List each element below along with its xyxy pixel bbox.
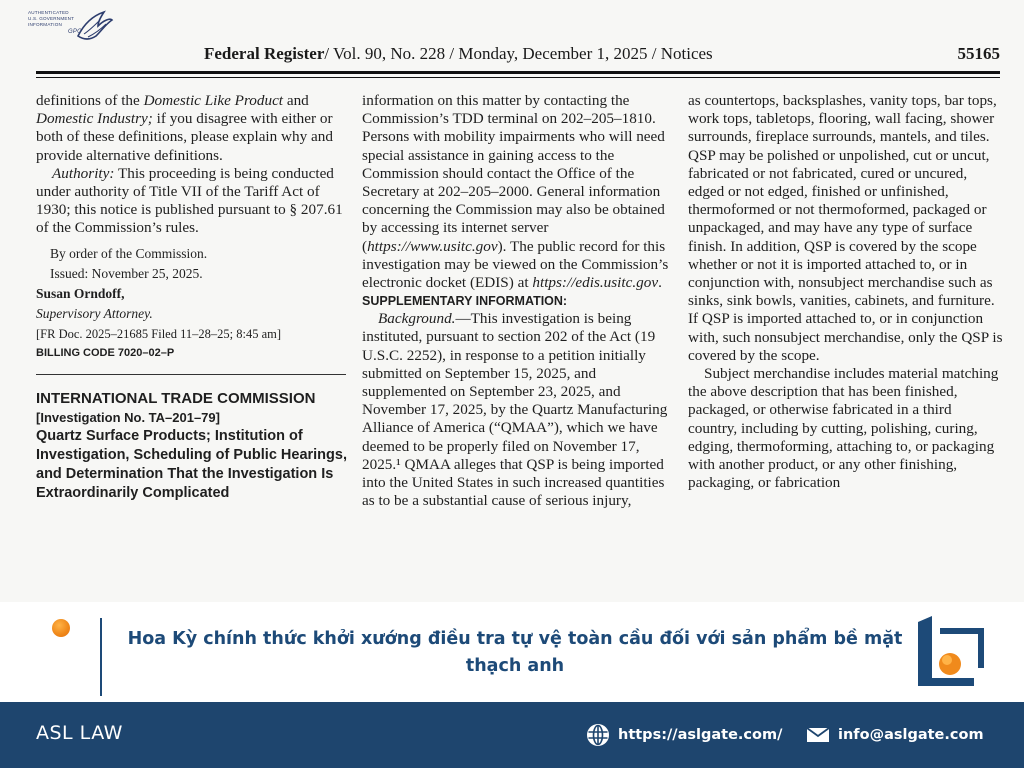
column-1: [36, 92, 352, 503]
agency-name: INTERNATIONAL TRADE COMMISSION: [36, 389, 316, 407]
authority-paragraph: [36, 165, 352, 238]
email-link[interactable]: [806, 722, 984, 748]
fr-doc-line: [FR Doc. 2025–21685 Filed 11–28–25; 8:45 am]: [36, 326, 282, 341]
eagle-icon: [74, 6, 114, 44]
section-divider: [36, 374, 346, 375]
by-order: By order of the Commission.: [50, 245, 208, 261]
authority-label: Authority:: [52, 164, 115, 182]
background-paragraph: [362, 310, 678, 510]
text-run: information on this matter by contacting the Commission’s TDD terminal on 202–205–1810. Persons with mobility impairments who will need special assistance in gaining access to the Commission should contact the Office of the Secretary at 202–205–2000. General information concerning the Commission may also be obtained by accessing its internet server (: [362, 92, 665, 255]
edis-link[interactable]: https://edis.usitc.gov: [532, 274, 659, 292]
accent-divider: [100, 618, 102, 696]
gpo-logo-line: GPO: [68, 29, 82, 35]
signer-title: Supervisory Attorney.: [36, 305, 153, 321]
header-rule-thick: [36, 71, 1000, 74]
signer-name: Susan Orndoff,: [36, 285, 125, 301]
text-run: This proceeding is being conducted under authority of Title VII of the Tariff Act of 1930; this notice is published pursuant to § 207.61 of the Commission’s rules.: [36, 164, 343, 237]
column-3: [688, 92, 1004, 492]
caption-banner: [0, 602, 1024, 702]
gpo-logo-line: U.S. GOVERNMENT: [28, 16, 75, 21]
publication-name: Federal Register: [204, 44, 325, 63]
gpo-logo-line: INFORMATION: [28, 22, 63, 27]
gpo-logo-line: AUTHENTICATED: [28, 10, 69, 15]
text-run: —This investigation is being instituted, pursuant to section 202 of the Act (19 U.S.C. 2252), in response to a petition initially submitted on September 15, 2025, and supplemented on September 23, 2025, and November 17, 2025, by the Quartz Manufacturing Alliance of America (“QMAA”), which we have deemed to be properly filed on November 17, 2025.¹ QMAA alleges that QSP is being imported into the United States in such increased quantities as to be a substantial cause of serious injury,: [362, 310, 668, 510]
text-run: and: [283, 92, 309, 109]
orange-dot-icon: [52, 619, 70, 637]
definitions-paragraph: [36, 92, 352, 165]
issue-info: / Vol. 90, No. 228 / Monday, December 1, 2025 / Notices: [324, 44, 713, 63]
scope-paragraph: as countertops, backsplashes, vanity tops, bar tops, work tops, tabletops, flooring, wall facing, shower surrounds, fireplace surrounds, mantels, and tiles. QSP may be polished or unpolished, cut or uncut, fabricated or not fabricated, cured or uncured, edged or not edged, finished or unfinished, thermoformed or not thermoformed, packaged or unpackaged, and may have any type of surface finish. In addition, QSP is covered by the scope whether or not it is imported attached to, or in conjunction with, nonsubject merchandise such as sinks, sink bowls, vanities, cabinets, and furniture. If QSP is imported attached to, or in conjunction with, such nonsubject merchandise, only the QSP is covered by the scope.: [688, 92, 1003, 364]
billing-code: BILLING CODE 7020–02–P: [36, 346, 175, 359]
website-url[interactable]: https://aslgate.com/: [618, 727, 783, 743]
column-2: [362, 92, 678, 510]
page-number: 55165: [957, 44, 1000, 63]
text-run: definitions of the: [36, 92, 144, 109]
globe-icon: [586, 723, 610, 747]
supplementary-heading: SUPPLEMENTARY INFORMATION:: [362, 294, 568, 309]
footer-bar: [0, 702, 1024, 768]
subject-merchandise-paragraph: Subject merchandise includes material matching the above description that has been finished, packaged, or otherwise fabricated in a third country, including by cutting, polishing, curing, edging, thermoforming, attaching to, or packaging with another product, or any other finishing, packaging, or fabrication: [688, 365, 999, 492]
text-run: .: [658, 274, 662, 292]
email-address[interactable]: info@aslgate.com: [838, 727, 984, 743]
article-caption: Hoa Kỳ chính thức khởi xướng điều tra tự vệ toàn cầu đối với sản phẩm bề mặt thạch anh: [127, 629, 903, 676]
text-run: ). The public record for this investigation may be viewed on the Commission’s electronic docket (EDIS) at: [362, 237, 669, 292]
text-run: Domestic Like Product: [143, 92, 284, 109]
document-title: Quartz Surface Products; Institution of Investigation, Scheduling of Public Hearings, and Determination That the Investigation Is Extraordinarily Complicated: [36, 428, 347, 502]
text-run: Domestic Industry;: [36, 110, 153, 128]
brand-name: ASL LAW: [36, 722, 123, 744]
investigation-number: [Investigation No. TA–201–79]: [36, 409, 220, 425]
background-label: Background.: [378, 310, 456, 328]
text-run: if you disagree with either or both of these definitions, please explain why and provide alternative definitions.: [36, 110, 333, 164]
envelope-icon: [806, 726, 830, 744]
page-header: [204, 44, 1000, 70]
contact-paragraph: [362, 92, 678, 292]
issued-date: Issued: November 25, 2025.: [50, 265, 203, 281]
gpo-authenticated-logo: [28, 6, 114, 46]
header-rule-thin: [36, 77, 1000, 78]
usitc-link[interactable]: https://www.usitc.gov: [367, 237, 498, 255]
asl-logo-icon: [912, 614, 992, 694]
website-link[interactable]: [586, 722, 782, 748]
